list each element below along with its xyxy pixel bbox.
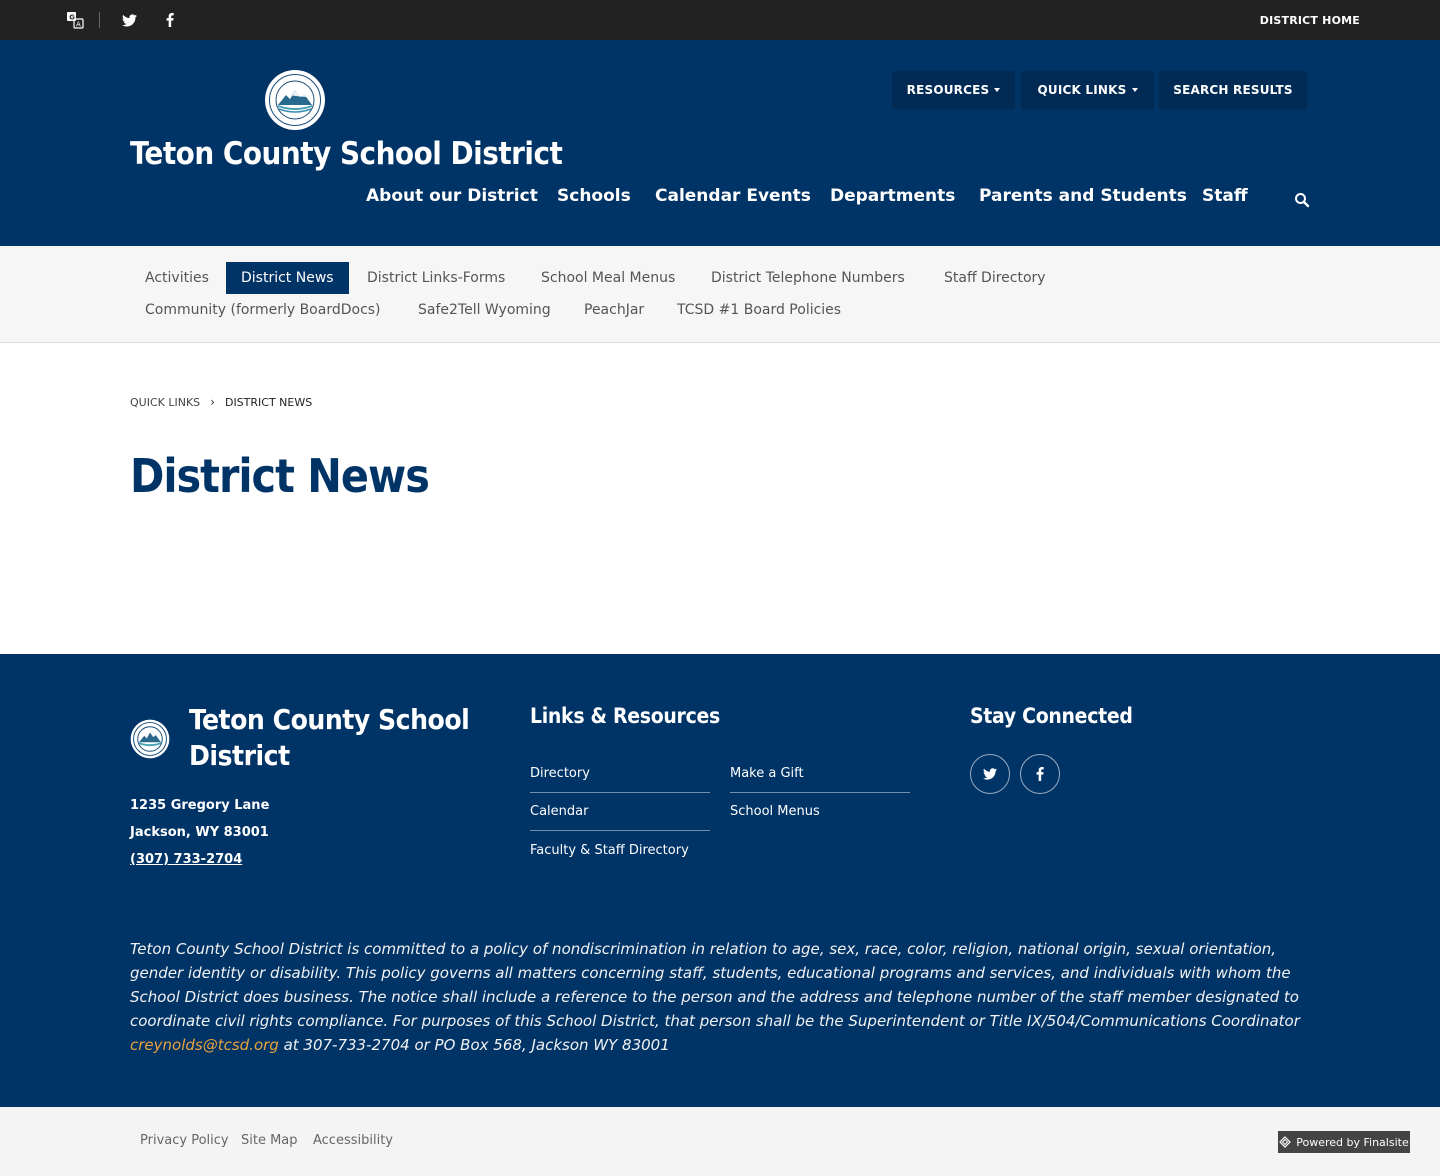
privacy-policy-link[interactable]: Privacy Policy: [140, 1133, 229, 1148]
site-header: [0, 40, 1440, 246]
district-seal-logo[interactable]: [264, 69, 326, 131]
subnav-district-links-forms[interactable]: District Links-Forms: [367, 270, 506, 286]
subnav-tcsd-board-policies[interactable]: TCSD #1 Board Policies: [677, 302, 842, 318]
subnav-district-news[interactable]: District News: [226, 262, 349, 294]
footer-link-calendar[interactable]: Calendar: [530, 792, 710, 831]
footer-twitter-icon[interactable]: [970, 754, 1010, 794]
caret-down-icon: [1132, 88, 1138, 92]
footer-link-school-menus[interactable]: School Menus: [730, 804, 820, 819]
breadcrumb-current: DISTRICT NEWS: [224, 395, 313, 409]
subnav-activities[interactable]: Activities: [145, 270, 209, 286]
footer-address-line2: Jackson, WY 83001: [130, 825, 269, 840]
subnav-safe2tell-wyoming[interactable]: Safe2Tell Wyoming: [418, 302, 551, 318]
finalsite-logo-icon: [1279, 1136, 1291, 1148]
quick-links-dropdown-button[interactable]: [1021, 71, 1154, 109]
site-title[interactable]: Teton County School District: [130, 136, 563, 172]
notice-email-link[interactable]: creynolds@tcsd.org: [130, 1036, 279, 1054]
site-map-link[interactable]: Site Map: [241, 1133, 298, 1148]
nav-schools[interactable]: Schools: [557, 186, 631, 206]
breadcrumb-quick-links[interactable]: QUICK LINKS: [130, 395, 201, 409]
subnav-peachjar[interactable]: PeachJar: [584, 302, 645, 318]
subnav-school-meal-menus[interactable]: School Meal Menus: [541, 270, 676, 286]
twitter-icon[interactable]: [119, 10, 139, 30]
accessibility-link[interactable]: Accessibility: [313, 1133, 393, 1148]
footer-facebook-icon[interactable]: [1020, 754, 1060, 794]
footer-link-make-a-gift[interactable]: Make a Gift: [730, 754, 910, 793]
subnav-community-boarddocs[interactable]: Community (formerly BoardDocs): [145, 302, 381, 318]
facebook-icon[interactable]: [160, 10, 180, 30]
utility-bar: [0, 0, 1440, 40]
footer-address-line1: 1235 Gregory Lane: [130, 798, 270, 813]
district-home-link[interactable]: DISTRICT HOME: [1259, 14, 1360, 27]
stay-connected-heading: Stay Connected: [970, 704, 1133, 728]
footer-seal-logo[interactable]: [130, 719, 170, 759]
nav-calendar-events[interactable]: Calendar Events: [655, 186, 811, 206]
footer-link-faculty-staff-directory[interactable]: Faculty & Staff Directory: [530, 843, 689, 858]
resources-dropdown-button[interactable]: [892, 71, 1015, 109]
utility-divider: [99, 12, 100, 28]
resources-label: RESOURCES: [906, 83, 990, 97]
breadcrumb: [130, 395, 312, 409]
powered-by-finalsite-badge[interactable]: [1278, 1131, 1410, 1153]
site-footer: [0, 654, 1440, 1107]
nav-about-our-district[interactable]: About our District: [366, 186, 538, 206]
links-resources-heading: Links & Resources: [530, 704, 720, 728]
section-subnav: [0, 246, 1440, 343]
nondiscrimination-notice: [130, 937, 1310, 1057]
notice-text: Teton County School District is committed to a policy of nondiscrimination in relation to age, sex, race, color, religion, national origin, sexual orientation, gender identity or disability. This policy governs all matters concerning staff, students, educational programs and services, and individuals with whom the School District does business. The notice shall include a reference to the person and the address and telephone number of the staff member designated to coordinate civil rights compliance. For purposes of this School District, that person shall be the Superintendent or Title IX/504/Communications Coordinator: [130, 940, 1300, 1030]
nav-parents-and-students[interactable]: Parents and Students: [979, 186, 1187, 206]
nav-departments[interactable]: Departments: [830, 186, 956, 206]
svg-text:A: A: [76, 20, 81, 29]
quick-links-label: QUICK LINKS: [1037, 83, 1127, 97]
subnav-staff-directory[interactable]: Staff Directory: [944, 270, 1046, 286]
subnav-district-telephone-numbers[interactable]: District Telephone Numbers: [711, 270, 905, 286]
footer-link-directory[interactable]: Directory: [530, 754, 710, 793]
chevron-right-icon: ›: [210, 395, 215, 409]
nav-staff[interactable]: Staff: [1202, 186, 1248, 206]
caret-down-icon: [994, 88, 1000, 92]
footer-phone-link[interactable]: (307) 733-2704: [130, 852, 243, 867]
search-results-button[interactable]: SEARCH RESULTS: [1159, 71, 1307, 109]
powered-by-label: Powered by Finalsite: [1296, 1135, 1409, 1149]
page-title: District News: [130, 449, 429, 503]
notice-text-end: at 307-733-2704 or PO Box 568, Jackson WY 83001: [278, 1036, 670, 1054]
bottom-bar: [0, 1107, 1440, 1176]
footer-site-title: Teton County School District: [189, 703, 470, 772]
translate-icon[interactable]: [65, 10, 85, 30]
svg-text:G: G: [69, 13, 75, 22]
search-icon[interactable]: [1294, 192, 1310, 208]
